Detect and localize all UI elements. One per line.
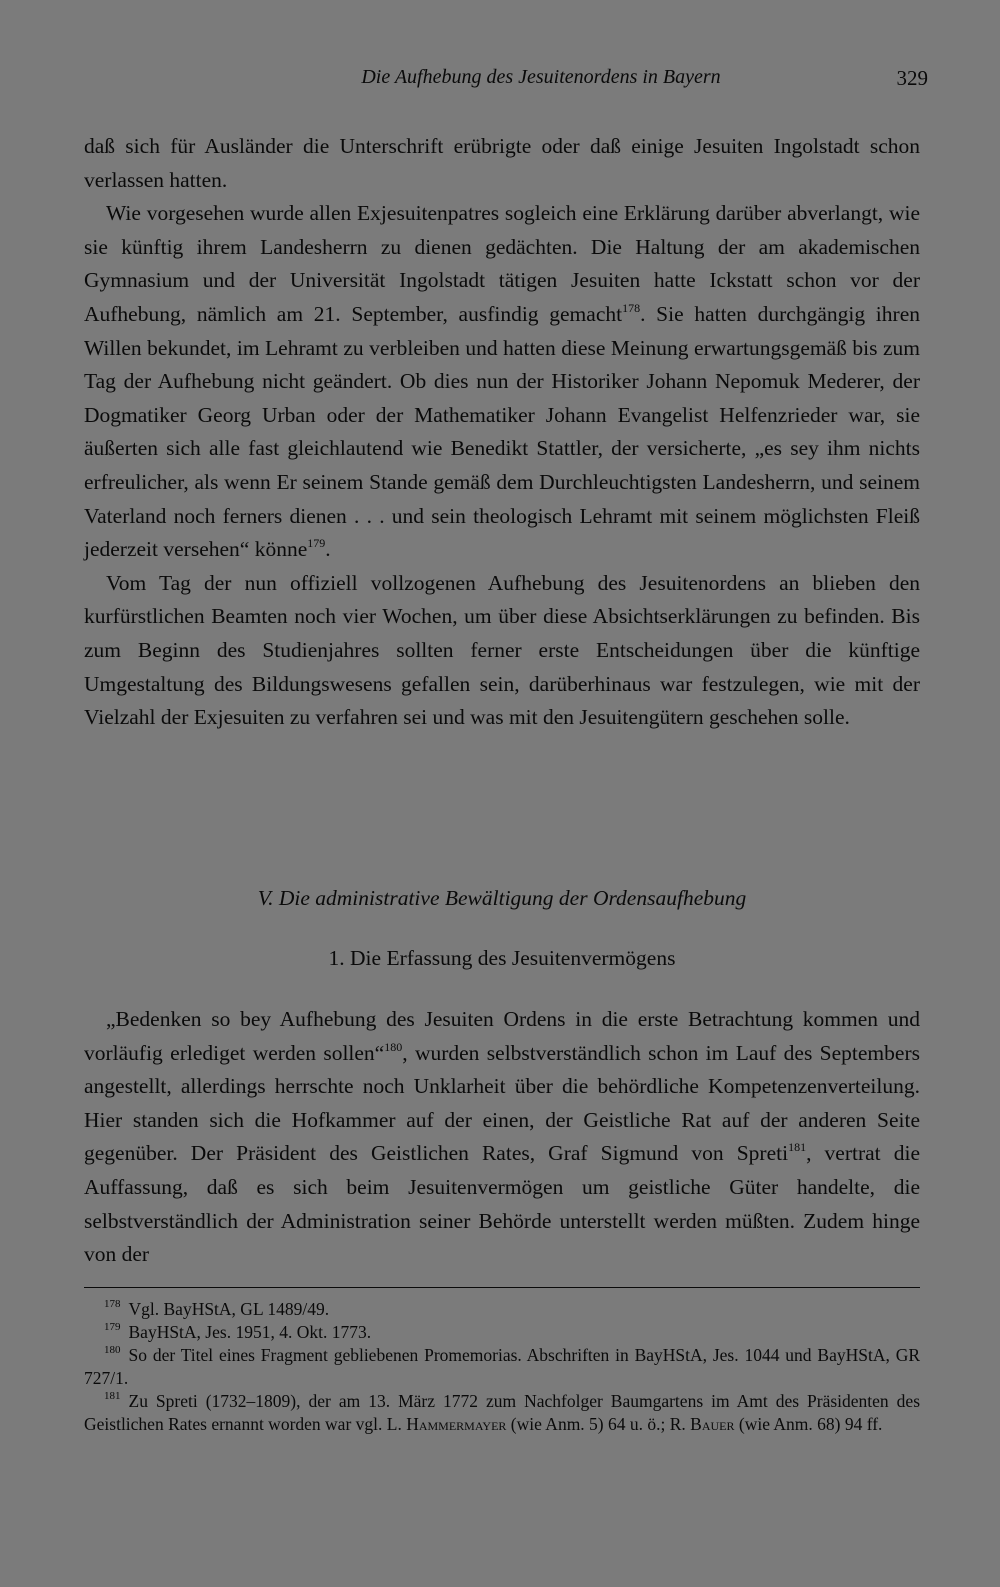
paragraph-4-text-a: „Bedenken so bey Aufhebung des Jesuiten Ordens in die erste Betrachtung kommen und vorläufig erlediget werden sollen“: [84, 1007, 920, 1065]
footnote-text: BayHStA, Jes. 1951, 4. Okt. 1773.: [128, 1322, 372, 1342]
footnote-text-b: (wie Anm. 5) 64 u. ö.; R.: [506, 1414, 691, 1434]
footnotes: [84, 1298, 920, 1436]
footnote-text-c: (wie Anm. 68) 94 ff.: [734, 1414, 883, 1434]
paragraph-3: Vom Tag der nun offiziell vollzogenen Aufhebung des Jesuitenordens an blieben den kurfürstlichen Beamten noch vier Wochen, um über diese Absichtserklärungen zu befinden. Bis zum Beginn des Studienjahres sollten ferner erste Entscheidungen über die künftige Umgestaltung des Bildungswesens gefallen sein, darüberhinaus war festzulegen, wie mit der Vielzahl der Exjesuiten zu verfahren sei und was mit den Jesuitengütern geschehen solle.: [84, 570, 920, 730]
footnote-number: 179: [104, 1321, 121, 1333]
paragraph-1: daß sich für Ausländer die Unterschrift erübrigte oder daß einige Jesuiten Ingolstadt schon verlassen hatten.: [84, 134, 920, 192]
subsection-heading: 1. Die Erfassung des Jesuitenvermögens: [328, 946, 676, 970]
section-heading: V. Die administrative Bewältigung der Ordensaufhebung: [257, 886, 747, 910]
paragraph-4: [84, 1003, 920, 1272]
running-head: [84, 66, 928, 96]
footnote: [84, 1344, 920, 1390]
page-number: 329: [896, 66, 928, 90]
author-name: Bauer: [690, 1414, 735, 1434]
footnote-number: 180: [104, 1344, 121, 1356]
paragraph-2-text-a: Wie vorgesehen wurde allen Exjesuitenpatres sogleich eine Erklärung darüber abverlangt, wie sie künftig ihrem Landesherrn zu dienen gedächten. Die Haltung der am akademischen Gymnasium und der Universität Ingolstadt tätigen Jesuiten hatte Ickstatt schon vor der Aufhebung, nämlich am 21. September, ausfindig gemacht: [84, 201, 920, 326]
paragraph-4-text-b: , wurden selbstverständlich schon im Lauf des Septembers angestellt, allerdings herrschte noch Unklarheit über die behördliche Kompetenzenverteilung. Hier standen sich die Hofkammer auf der einen, der Geistliche Rat auf der anderen Seite gegenüber. Der Präsident des Geistlichen Rates, Graf Sigmund von Spreti: [84, 1040, 920, 1166]
paragraph-2-text-b: . Sie hatten durchgängig ihren Willen bekundet, im Lehramt zu verbleiben und hatten diese Meinung erwartungsgemäß bis zum Tag der Aufhebung nicht geändert. Ob dies nun der Historiker Johann Nepomuk Mederer, der Dogmatiker Georg Urban oder der Mathematiker Johann Evangelist Helfenzrieder war, sie äußerten sich alle fast gleichlautend wie Benedikt Stattler, der versicherte, „es sey ihm nichts erfreulicher, als wenn Er seinem Stande gemäß dem Durchleuchtigsten Landesherrn, und seinem Vaterland noch ferners dienen . . . und sein theologisch Lehramt mit seinem möglichsten Fleiß jederzeit versehen“ könne: [84, 301, 920, 562]
footnote: [84, 1390, 920, 1436]
paragraph-2: [84, 197, 920, 567]
paragraph-4-text-c: , vertrat die Auffassung, daß es sich beim Jesuitenvermögen um geistliche Güter handelte, die selbstverständlich der Administration seiner Behörde unterstellt werden müßten. Zudem hinge von der: [84, 1141, 921, 1267]
footnote-ref-179: 179: [307, 536, 326, 551]
footnote-text: Vgl. BayHStA, GL 1489/49.: [128, 1299, 330, 1319]
footnote-text: So der Titel eines Fragment gebliebenen Promemorias. Abschriften in BayHStA, Jes. 1044 und BayHStA, GR 727/1.: [84, 1345, 920, 1388]
footnote-ref-180: 180: [384, 1039, 403, 1054]
footnote-text-a: Zu Spreti (1732–1809), der am 13. März 1772 zum Nachfolger Baumgartens im Amt des Präsidenten des Geistlichen Rates ernannt worden war vgl. L.: [84, 1391, 920, 1434]
running-title: Die Aufhebung des Jesuitenordens in Bayern: [361, 66, 721, 88]
author-name: Hammermayer: [406, 1414, 507, 1434]
footnote-divider: [84, 1287, 920, 1288]
footnote-ref-181: 181: [788, 1140, 807, 1155]
footnote-ref-178: 178: [622, 300, 641, 315]
footnote: [84, 1321, 920, 1344]
main-text-2: [84, 1003, 920, 1272]
footnote-number: 178: [104, 1298, 121, 1310]
footnote: [84, 1298, 920, 1321]
footnote-number: 181: [104, 1390, 121, 1402]
paragraph-2-text-c: .: [325, 537, 331, 562]
main-text: [84, 130, 920, 735]
